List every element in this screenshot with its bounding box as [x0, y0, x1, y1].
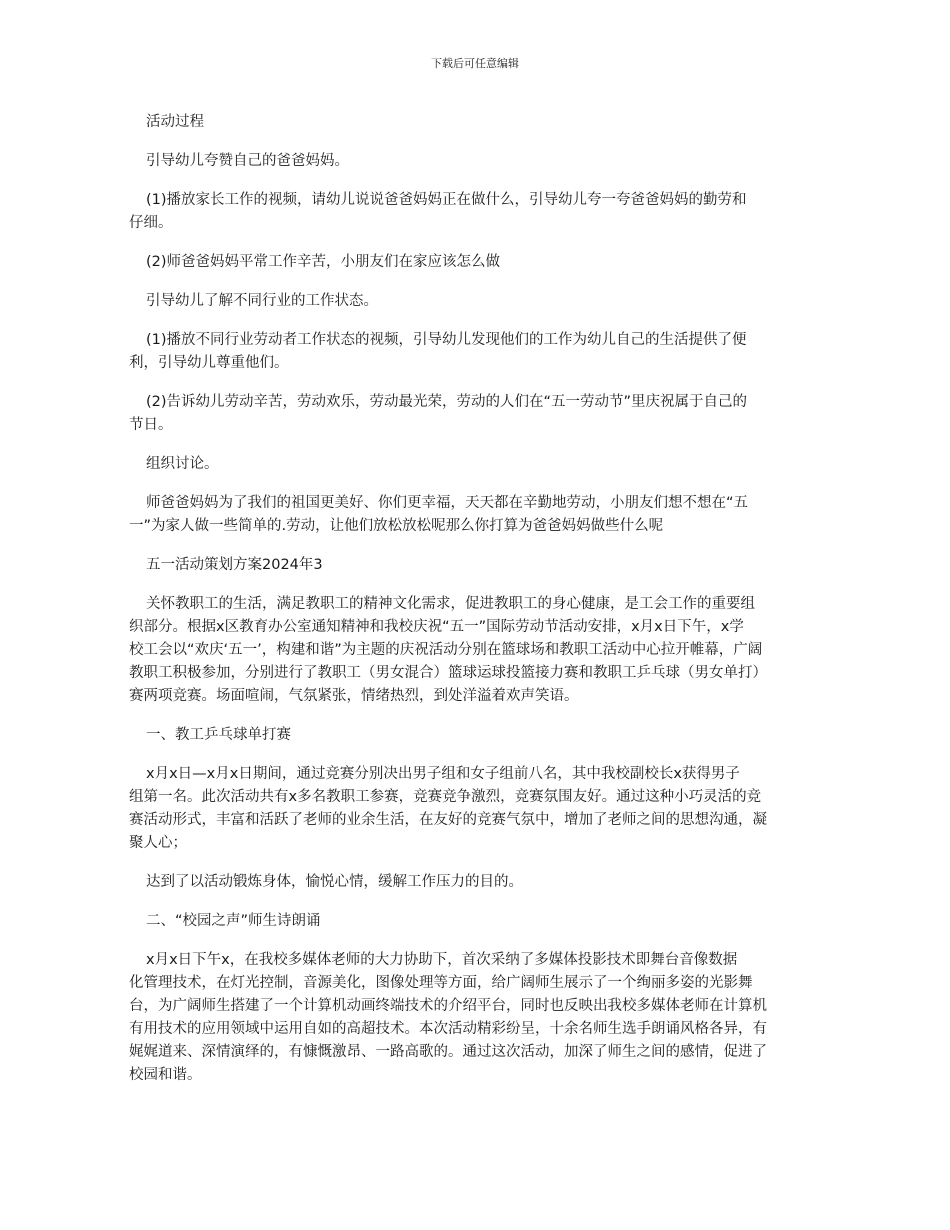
paragraph-line: 校园和谐。	[129, 1067, 202, 1083]
paragraph-line: 赛两项竞赛。场面喧闹，气氛紧张，情绪热烈，到处洋溢着欢声笑语。	[129, 688, 579, 704]
paragraph-line: 组织讨论。	[146, 456, 219, 472]
paragraph-line: 织部分。根据x区教育办公室通知精神和我校庆祝“五一”国际劳动节活动安排，x月x日下午，x学	[129, 619, 744, 635]
paragraph-line: 仔细。	[129, 215, 173, 231]
paragraph	[129, 593, 836, 708]
paragraph	[129, 763, 836, 855]
paragraph-line: 利，引导幼儿尊重他们。	[129, 355, 289, 371]
paragraph-line: 五一活动策划方案2024年3	[146, 557, 323, 573]
paragraph	[146, 453, 836, 476]
paragraph	[129, 949, 836, 1087]
paragraph	[146, 871, 836, 894]
paragraph	[146, 150, 836, 173]
paragraph-line: 活动过程	[146, 114, 204, 130]
paragraph-line: 一、教工乒乓球单打赛	[146, 727, 291, 743]
paragraph-line: x月x日—x月x日期间，通过竞赛分别决出男子组和女子组前八名，其中我校副校长x获得男子	[146, 766, 740, 782]
paragraph-line: x月x日下午x，在我校多媒体老师的大力协助下，首次采纳了多媒体投影技术即舞台音像数据	[146, 952, 738, 968]
paragraph-line: 一”为家人做一些简单的.劳动，让他们放松放松呢那么你打算为爸爸妈妈做些什么呢	[129, 518, 664, 534]
paragraph	[129, 492, 836, 538]
paragraph-line: 二、“校园之声”师生诗朗诵	[146, 913, 321, 929]
paragraph	[146, 910, 836, 933]
paragraph-line: 教职工积极参加，分别进行了教职工（男女混合）篮球运球投篮接力赛和教职工乒乓球（男女单打）	[129, 665, 767, 681]
paragraph	[146, 251, 836, 274]
paragraph-line: 聚人心；	[129, 835, 187, 851]
paragraph-line: (2)告诉幼儿劳动辛苦，劳动欢乐，劳动最光荣，劳动的人们在“五一劳动节”里庆祝属于自己的	[146, 394, 748, 410]
paragraph-line: 有用技术的应用领域中运用自如的高超技术。本次活动精彩纷呈，十余名师生选手朗诵风格各异，有	[129, 1021, 767, 1037]
paragraph-line: 台，为广阔师生搭建了一个计算机动画终端技术的介绍平台，同时也反映出我校多媒体老师在计算机	[129, 998, 767, 1014]
paragraph-line: 引导幼儿了解不同行业的工作状态。	[146, 293, 378, 309]
paragraph-line: 引导幼儿夸赞自己的爸爸妈妈。	[146, 153, 349, 169]
page-header: 下载后可任意编辑	[431, 57, 519, 70]
paragraph-line: (2)师爸爸妈妈平常工作辛苦，小朋友们在家应该怎么做	[146, 254, 501, 270]
paragraph-line: 组第一名。此次活动共有x多名教职工参赛，竞赛竞争激烈，竞赛氛围友好。通过这种小巧灵活的竞	[129, 789, 762, 805]
paragraph-line: 校工会以“欢庆‘五一’，构建和谐”为主题的庆祝活动分别在篮球场和教职工活动中心拉开帷幕，广阔	[129, 642, 763, 658]
paragraph-line: 师爸爸妈妈为了我们的祖国更美好、你们更幸福，天天都在辛勤地劳动，小朋友们想不想在“五	[146, 495, 749, 511]
paragraph	[146, 290, 836, 313]
paragraph-line: 达到了以活动锻炼身体，愉悦心情，缓解工作压力的目的。	[146, 874, 523, 890]
paragraph-line: (1)播放家长工作的视频，请幼儿说说爸爸妈妈正在做什么，引导幼儿夸一夸爸爸妈妈的勤劳和	[146, 192, 747, 208]
paragraph	[146, 111, 836, 134]
paragraph-line: (1)播放不同行业劳动者工作状态的视频，引导幼儿发现他们的工作为幼儿自己的生活提供了便	[146, 332, 747, 348]
paragraph-line: 赛活动形式，丰富和活跃了老师的业余生活，在友好的竞赛气氛中，增加了老师之间的思想沟通，凝	[129, 812, 767, 828]
paragraph-line: 娓娓道来、深情演绎的，有慷慨激昂、一路高歌的。通过这次活动，加深了师生之间的感情，促进了	[129, 1044, 767, 1060]
paragraph-line: 化管理技术，在灯光控制，音源美化，图像处理等方面，给广阔师生展示了一个绚丽多姿的光影舞	[129, 975, 753, 991]
paragraph	[146, 554, 836, 577]
paragraph	[129, 189, 836, 235]
paragraph	[129, 329, 836, 375]
paragraph	[129, 391, 836, 437]
document-body	[129, 111, 836, 1103]
paragraph-line: 节日。	[129, 417, 173, 433]
paragraph	[146, 724, 836, 747]
paragraph-line: 关怀教职工的生活，满足教职工的精神文化需求，促进教职工的身心健康，是工会工作的重要组	[146, 596, 755, 612]
